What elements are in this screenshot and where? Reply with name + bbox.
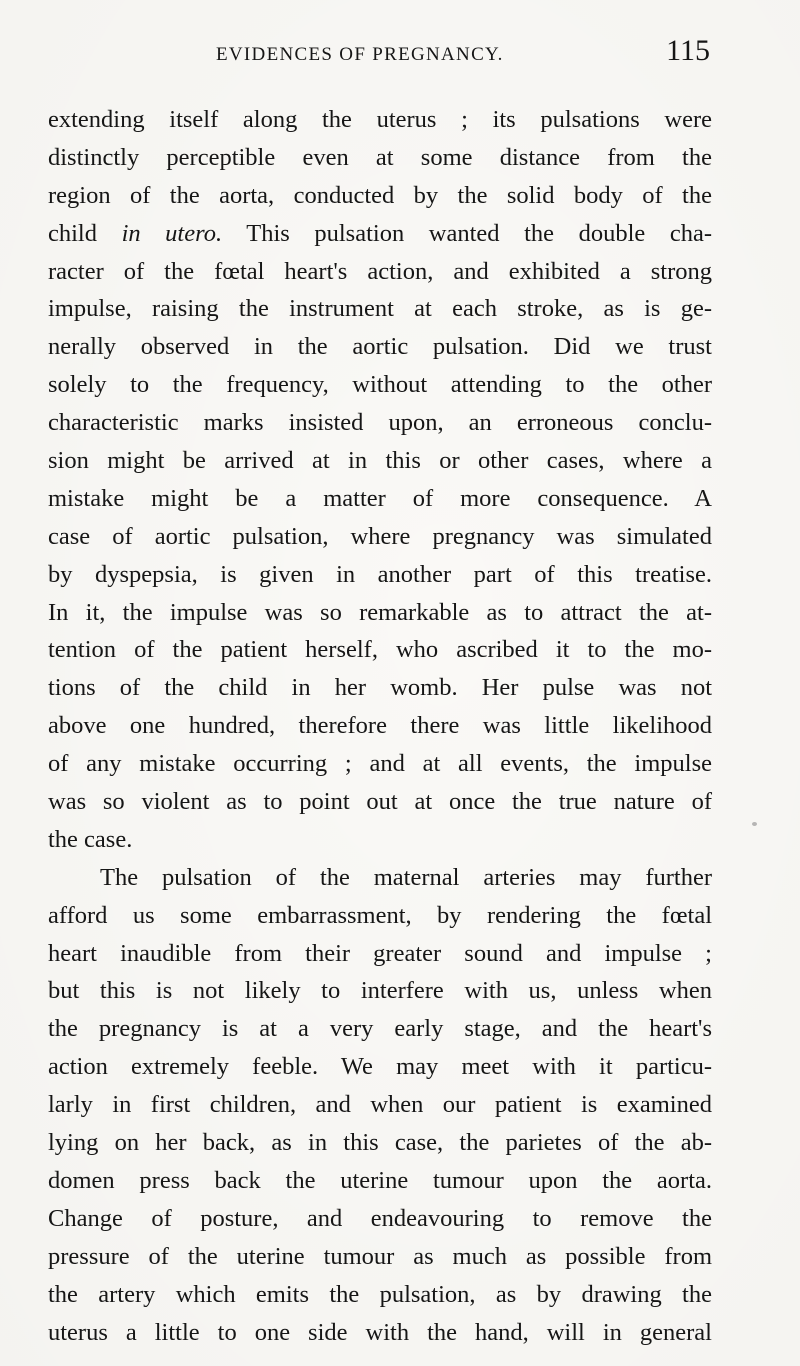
paragraph	[48, 859, 712, 1352]
text-line: action extremely feeble. We may meet with it particu-	[48, 1053, 712, 1081]
text-line: extending itself along the uterus ; its pulsations were	[48, 106, 712, 133]
text-line: region of the aorta, conducted by the solid body of the	[48, 181, 712, 209]
text-line: above one hundred, therefore there was little likelihood	[48, 712, 712, 740]
text-line: but this is not likely to interfere with us, unless when	[48, 977, 712, 1005]
text-line: racter of the fœtal heart's action, and exhibited a strong	[48, 257, 712, 285]
running-head: EVIDENCES OF PREGNANCY.	[216, 44, 504, 65]
text-line: domen press back the uterine tumour upon the aorta.	[48, 1166, 712, 1194]
text-line: lying on her back, as in this case, the parietes of the ab-	[48, 1129, 712, 1157]
text-line: solely to the frequency, without attending to the other	[48, 371, 712, 399]
text-line: the artery which emits the pulsation, as by drawing the	[48, 1280, 712, 1308]
text-line: the case.	[48, 825, 133, 853]
text-line: larly in first children, and when our patient is examined	[48, 1091, 712, 1119]
text-line: tention of the patient herself, who ascribed it to the mo-	[48, 636, 712, 664]
text-line: The pulsation of the maternal arteries may further	[100, 863, 712, 891]
page-number: 115	[666, 34, 710, 67]
text-line: characteristic marks insisted upon, an erroneous conclu-	[48, 409, 712, 437]
text-line: heart inaudible from their greater sound and impulse ;	[48, 939, 712, 967]
text-line: case of aortic pulsation, where pregnancy was simulated	[48, 522, 712, 550]
text-line: In it, the impulse was so remarkable as to attract the at-	[48, 598, 712, 626]
text-line: of any mistake occurring ; and at all events, the impulse	[48, 750, 712, 778]
page-header	[48, 34, 712, 82]
text-line: sion might be arrived at in this or other cases, where a	[48, 447, 712, 475]
text-line: distinctly perceptible even at some distance from the	[48, 143, 712, 171]
text-line: the pregnancy is at a very early stage, and the heart's	[48, 1015, 712, 1043]
text-line: impulse, raising the instrument at each stroke, as is ge-	[48, 295, 712, 323]
body-text	[48, 101, 712, 1351]
text-line: child in utero. This pulsation wanted the double cha-	[48, 219, 712, 247]
ink-speck	[752, 822, 757, 826]
text-line: was so violent as to point out at once the true nature of	[48, 788, 712, 816]
text-line: tions of the child in her womb. Her pulse was not	[48, 674, 712, 702]
text-line: Change of posture, and endeavouring to remove the	[48, 1204, 712, 1232]
text-line: afford us some embarrassment, by rendering the fœtal	[48, 901, 712, 929]
text-line: by dyspepsia, is given in another part of this treatise.	[48, 560, 712, 588]
text-line: uterus a little to one side with the hand, will in general	[48, 1318, 712, 1346]
paragraph	[48, 101, 712, 859]
text-line: nerally observed in the aortic pulsation. Did we trust	[48, 333, 712, 361]
text-line: mistake might be a matter of more consequence. A	[48, 484, 712, 512]
text-line: pressure of the uterine tumour as much as possible from	[48, 1242, 712, 1270]
